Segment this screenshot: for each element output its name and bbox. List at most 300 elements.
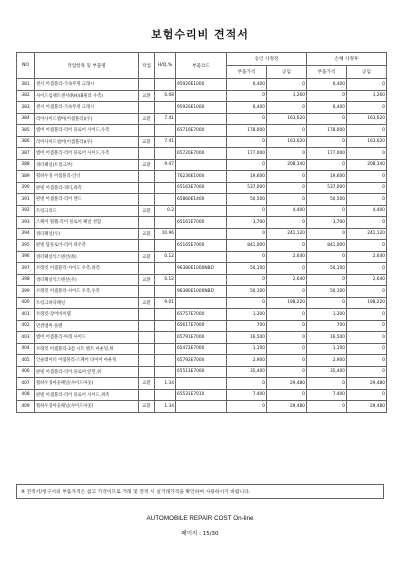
table-row <box>17 194 387 206</box>
row-insurance-part-price: 177,000 <box>227 148 267 160</box>
header-work: 작업 <box>139 53 155 79</box>
row-no: 383 <box>17 102 35 114</box>
row-insurance-part-price: 0 <box>227 251 267 263</box>
row-no: 394 <box>17 228 35 240</box>
row-item: 판넬 어셈블리-리어 엔드 <box>35 194 139 206</box>
row-work <box>139 148 155 160</box>
row-work <box>139 355 155 367</box>
table-row <box>17 205 387 217</box>
row-part-code <box>176 401 227 413</box>
row-hq: 7.41 <box>155 136 176 148</box>
row-part-code <box>176 136 227 148</box>
row-part-code: 65720E7000 <box>176 148 227 160</box>
row-damage-labor: 2,640 <box>347 274 387 286</box>
row-insurance-labor: 0 <box>267 366 307 378</box>
row-damage-part-price: 177,000 <box>307 148 347 160</box>
row-damage-part-price: 0 <box>307 159 347 171</box>
row-damage-labor: 0 <box>347 125 387 137</box>
row-insurance-labor: 208,340 <box>267 159 307 171</box>
row-part-code: 95920E1000 <box>176 102 227 114</box>
row-damage-part-price: 2,900 <box>307 355 347 367</box>
row-damage-labor: 163,620 <box>347 136 387 148</box>
row-no: 404 <box>17 343 35 355</box>
row-insurance-part-price: 3,700 <box>227 217 267 229</box>
header-no: NO <box>17 53 35 79</box>
row-insurance-labor: 0 <box>267 309 307 321</box>
row-damage-part-price: 0 <box>307 297 347 309</box>
row-work: 교환 <box>139 136 155 148</box>
row-part-code: 95920E1000 <box>176 79 227 91</box>
row-damage-labor: 0 <box>347 286 387 298</box>
table-row <box>17 228 387 240</box>
row-no: 409 <box>17 401 35 413</box>
row-item: 브래킷-장어바이랩 <box>35 309 139 321</box>
footer-title: AUTOMOBILE REPAIR COST On-line <box>146 515 254 522</box>
row-work: 교환 <box>139 274 155 286</box>
row-damage-labor: 0 <box>347 389 387 401</box>
row-insurance-part-price: 0 <box>227 90 267 102</box>
row-damage-labor: 163,620 <box>347 113 387 125</box>
row-item: 인슐레이터 어셈블리-스페어 타이어 마운팅 <box>35 355 139 367</box>
row-work <box>139 389 155 401</box>
table-row <box>17 217 387 229</box>
row-damage-labor: 0 <box>347 79 387 91</box>
row-item: 멤버 어셈블리-리어 플로어 사이드,우측 <box>35 125 139 137</box>
row-damage-part-price: 16,500 <box>307 332 347 344</box>
row-damage-labor: 0 <box>347 332 387 344</box>
header-part-code: 부품코드 <box>176 53 227 79</box>
row-item: 쿼터패널(우) <box>35 228 139 240</box>
row-damage-part-price: 0 <box>307 401 347 413</box>
row-hq <box>155 320 176 332</box>
row-no: 401 <box>17 309 35 321</box>
table-row <box>17 389 387 401</box>
row-work <box>139 194 155 206</box>
row-item: 트렁크바닥패널 <box>35 297 139 309</box>
row-damage-part-price: 0 <box>307 378 347 390</box>
row-item: 멤버 어셈블리-리어 플로어 사이드,우측 <box>35 148 139 160</box>
table-row <box>17 263 387 275</box>
row-hq <box>155 125 176 137</box>
row-part-code <box>176 205 227 217</box>
table-body <box>17 79 387 413</box>
row-insurance-part-price: 6,400 <box>227 102 267 114</box>
row-hq: 10.96 <box>155 228 176 240</box>
row-insurance-part-price: 0 <box>227 136 267 148</box>
row-insurance-labor: 0 <box>267 343 307 355</box>
row-work <box>139 332 155 344</box>
row-insurance-labor: 0 <box>267 79 307 91</box>
row-insurance-part-price: 0 <box>227 205 267 217</box>
row-damage-part-price: 0 <box>307 113 347 125</box>
row-damage-part-price: 1,100 <box>307 343 347 355</box>
row-hq <box>155 355 176 367</box>
row-damage-labor: 1,260 <box>347 90 387 102</box>
row-damage-labor: 0 <box>347 320 387 332</box>
header-hq: H/Q,% <box>155 53 176 79</box>
row-work: 교환 <box>139 401 155 413</box>
row-insurance-labor: 0 <box>267 389 307 401</box>
row-damage-part-price: 50,500 <box>307 194 347 206</box>
row-insurance-part-price: 50,100 <box>227 263 267 275</box>
row-damage-labor: 0 <box>347 171 387 183</box>
row-item: 휠하우징아웃패널(사이드아웃) <box>35 378 139 390</box>
row-damage-part-price: 50,100 <box>307 263 347 275</box>
row-part-code: 96380E1000NBD <box>176 263 227 275</box>
row-insurance-labor: 0 <box>267 125 307 137</box>
row-hq: 7.41 <box>155 113 176 125</box>
row-item: 사이드임팩트센서(RH)(B필러 우측) <box>35 90 139 102</box>
row-insurance-part-price: 6,400 <box>227 79 267 91</box>
row-hq <box>155 194 176 206</box>
row-insurance-part-price: 7,400 <box>227 389 267 401</box>
row-damage-part-price: 0 <box>307 136 347 148</box>
row-part-code <box>176 251 227 263</box>
row-work: 교환 <box>139 205 155 217</box>
row-item: 브래킷 어셈블리-사이드 우측,우측 <box>35 286 139 298</box>
row-hq <box>155 263 176 275</box>
row-part-code: 65161E7000 <box>176 217 227 229</box>
table-row <box>17 90 387 102</box>
header-labor-2: 공임 <box>347 66 387 79</box>
table-row <box>17 332 387 344</box>
row-no: 390 <box>17 182 35 194</box>
table-row <box>17 251 387 263</box>
row-no: 395 <box>17 240 35 252</box>
row-damage-labor: 0 <box>347 240 387 252</box>
row-part-code <box>176 90 227 102</box>
row-part-code <box>176 378 227 390</box>
row-item: 판넬 어셈블리-리어 플로어 앞면,위 <box>35 366 139 378</box>
table-row <box>17 378 387 390</box>
row-insurance-part-price: 700 <box>227 320 267 332</box>
row-part-code: 65791E7000 <box>176 332 227 344</box>
row-hq: 0.12 <box>155 251 176 263</box>
row-insurance-part-price: 178,000 <box>227 125 267 137</box>
table-row <box>17 102 387 114</box>
table-row <box>17 401 387 413</box>
row-work: 교환 <box>139 90 155 102</box>
row-no: 407 <box>17 378 35 390</box>
row-item: 리어사이드멤버(어셈블리)(우) <box>35 136 139 148</box>
row-part-code: 65531E7010 <box>176 389 227 401</box>
document-title: 보험수리비 견적서 <box>151 28 249 41</box>
row-hq <box>155 182 176 194</box>
row-part-code: 65757E7000 <box>176 309 227 321</box>
row-part-code <box>176 159 227 171</box>
row-work: 교환 <box>139 113 155 125</box>
row-hq: 1.34 <box>155 401 176 413</box>
row-hq <box>155 148 176 160</box>
row-damage-labor: 0 <box>347 194 387 206</box>
row-damage-labor: 198,220 <box>347 297 387 309</box>
row-damage-labor: 0 <box>347 148 387 160</box>
row-insurance-part-price: 841,000 <box>227 240 267 252</box>
row-hq <box>155 343 176 355</box>
row-insurance-labor: 0 <box>267 320 307 332</box>
row-item: 센서 어셈블리-가속무게 크래시 <box>35 79 139 91</box>
row-insurance-part-price: 16,500 <box>227 332 267 344</box>
row-insurance-labor: 4,400 <box>267 205 307 217</box>
table-row <box>17 274 387 286</box>
table-row <box>17 320 387 332</box>
table-row <box>17 343 387 355</box>
row-hq <box>155 366 176 378</box>
row-part-code <box>176 228 227 240</box>
table-row <box>17 79 387 91</box>
estimate-table <box>16 52 387 413</box>
row-hq: 9.47 <box>155 159 176 171</box>
row-damage-labor: 0 <box>347 309 387 321</box>
row-insurance-labor: 163,620 <box>267 113 307 125</box>
table-row <box>17 125 387 137</box>
row-part-code: 76230E1000 <box>176 171 227 183</box>
row-no: 387 <box>17 148 35 160</box>
row-part-code: 65163E7000 <box>176 182 227 194</box>
row-item: 센서 어셈블리-가속무게 크래시 <box>35 102 139 114</box>
row-work <box>139 343 155 355</box>
row-damage-part-price: 6,400 <box>307 79 347 91</box>
table-row <box>17 355 387 367</box>
row-hq: 9.01 <box>155 297 176 309</box>
table-row <box>17 309 387 321</box>
table-row <box>17 286 387 298</box>
table-row <box>17 297 387 309</box>
row-insurance-labor: 2,640 <box>267 274 307 286</box>
row-no: 396 <box>17 251 35 263</box>
row-item: 쿼터패널익스텐션(좌) <box>35 251 139 263</box>
row-damage-part-price: 35,400 <box>307 366 347 378</box>
row-hq <box>155 309 176 321</box>
row-work <box>139 240 155 252</box>
table-row <box>17 182 387 194</box>
row-damage-labor: 0 <box>347 102 387 114</box>
row-part-code: 65617E7000 <box>176 320 227 332</box>
row-part-code: 65472E7000 <box>176 343 227 355</box>
row-insurance-labor: 0 <box>267 240 307 252</box>
row-insurance-labor: 0 <box>267 286 307 298</box>
row-part-code: 65860E1400 <box>176 194 227 206</box>
row-part-code <box>176 297 227 309</box>
row-hq: 1.34 <box>155 378 176 390</box>
row-item: 스페어 휠웰-리어 플로어 패널 결합 <box>35 217 139 229</box>
row-no: 384 <box>17 113 35 125</box>
row-insurance-part-price: 2,900 <box>227 355 267 367</box>
row-damage-part-price: 7,400 <box>307 389 347 401</box>
row-hq: 0.2 <box>155 205 176 217</box>
row-damage-part-price: 0 <box>307 90 347 102</box>
row-part-code <box>176 274 227 286</box>
disclaimer-note: ※ 견적서/청구서의 부품가격은 참고 가격이므로 거래 및 견적 시 실거래가격을 확인하여 사용하시기 바랍니다. <box>16 484 384 499</box>
row-part-code <box>176 113 227 125</box>
row-insurance-labor: 0 <box>267 102 307 114</box>
row-work <box>139 366 155 378</box>
row-insurance-part-price: 0 <box>227 113 267 125</box>
row-item: 브래킷 어셈블리-3점 시트 벨트 마운팅,위 <box>35 343 139 355</box>
row-no: 402 <box>17 320 35 332</box>
row-item: 쿼터패널익스텐션(우) <box>35 274 139 286</box>
header-labor: 공임 <box>267 66 307 79</box>
row-insurance-labor: 0 <box>267 217 307 229</box>
row-damage-labor: 2,640 <box>347 251 387 263</box>
row-hq <box>155 217 176 229</box>
row-damage-part-price: 0 <box>307 228 347 240</box>
row-insurance-part-price: 0 <box>227 159 267 171</box>
row-insurance-part-price: 0 <box>227 228 267 240</box>
row-damage-part-price: 1,300 <box>307 309 347 321</box>
row-damage-labor: 0 <box>347 217 387 229</box>
row-damage-part-price: 0 <box>307 205 347 217</box>
row-hq <box>155 286 176 298</box>
row-item: 리어사이드멤버(어셈블리)(우) <box>35 113 139 125</box>
page-number: 페이지 : 15/30 <box>181 531 219 537</box>
row-hq <box>155 171 176 183</box>
row-part-code: 65165E7000 <box>176 240 227 252</box>
row-no: 393 <box>17 217 35 229</box>
row-damage-labor: 0 <box>347 366 387 378</box>
row-damage-part-price: 0 <box>307 274 347 286</box>
row-work <box>139 182 155 194</box>
row-no: 405 <box>17 355 35 367</box>
row-part-code: 65710E7000 <box>176 125 227 137</box>
row-hq <box>155 389 176 401</box>
row-insurance-labor: 0 <box>267 194 307 206</box>
row-damage-part-price: 841,000 <box>307 240 347 252</box>
row-work: 교환 <box>139 251 155 263</box>
row-no: 381 <box>17 79 35 91</box>
row-damage-labor: 0 <box>347 343 387 355</box>
row-item: 연결멤버-플랜 <box>35 320 139 332</box>
row-item: 판넬 탑플로어-리어 좌우측 <box>35 240 139 252</box>
row-item: 휠하우징아웃패널(사이드아웃) <box>35 401 139 413</box>
row-insurance-labor: 198,220 <box>267 297 307 309</box>
row-hq: 0.08 <box>155 90 176 102</box>
row-work <box>139 263 155 275</box>
row-hq <box>155 240 176 252</box>
row-item: 휠하우징 어셈블리-인너 <box>35 171 139 183</box>
row-damage-labor: 208,340 <box>347 159 387 171</box>
row-work <box>139 309 155 321</box>
row-no: 392 <box>17 205 35 217</box>
row-item: 판넬 어셈블리-리어 플로어 사이드,위측 <box>35 389 139 401</box>
row-damage-part-price: 178,000 <box>307 125 347 137</box>
row-damage-part-price: 3,700 <box>307 217 347 229</box>
row-hq <box>155 102 176 114</box>
row-insurance-part-price: 35,400 <box>227 366 267 378</box>
row-part-code: 65513E7000 <box>176 366 227 378</box>
row-damage-part-price: 19,600 <box>307 171 347 183</box>
row-damage-labor: 241,120 <box>347 228 387 240</box>
row-work: 교환 <box>139 378 155 390</box>
row-no: 389 <box>17 171 35 183</box>
row-insurance-part-price: 0 <box>227 297 267 309</box>
row-insurance-labor: 29,480 <box>267 401 307 413</box>
row-work <box>139 320 155 332</box>
row-hq <box>155 79 176 91</box>
row-no: 388 <box>17 159 35 171</box>
table-row <box>17 171 387 183</box>
header-damage-group: 손해 사정후 <box>307 53 387 66</box>
row-work <box>139 217 155 229</box>
row-damage-part-price: 537,000 <box>307 182 347 194</box>
row-insurance-labor: 0 <box>267 148 307 160</box>
row-item: 트렁크리드 <box>35 205 139 217</box>
row-insurance-part-price: 50,500 <box>227 194 267 206</box>
row-no: 408 <box>17 389 35 401</box>
row-work: 교환 <box>139 297 155 309</box>
table-row <box>17 113 387 125</box>
row-no: 399 <box>17 286 35 298</box>
row-item: 쿼터패널(트렁크부) <box>35 159 139 171</box>
row-item: 판넬 어셈블리-쿼터,좌측 <box>35 182 139 194</box>
row-insurance-labor: 1,260 <box>267 90 307 102</box>
row-item: 멤버 어셈블리-아래 사이드 <box>35 332 139 344</box>
row-no: 400 <box>17 297 35 309</box>
row-damage-labor: 0 <box>347 355 387 367</box>
row-insurance-labor: 241,120 <box>267 228 307 240</box>
row-insurance-labor: 0 <box>267 182 307 194</box>
row-work <box>139 79 155 91</box>
table-row <box>17 136 387 148</box>
row-insurance-labor: 0 <box>267 355 307 367</box>
row-insurance-labor: 0 <box>267 171 307 183</box>
table-row <box>17 159 387 171</box>
row-no: 385 <box>17 125 35 137</box>
row-no: 406 <box>17 366 35 378</box>
row-insurance-part-price: 1,100 <box>227 343 267 355</box>
row-work <box>139 286 155 298</box>
row-no: 391 <box>17 194 35 206</box>
row-damage-part-price: 6,400 <box>307 102 347 114</box>
row-work: 교환 <box>139 228 155 240</box>
row-insurance-labor: 0 <box>267 332 307 344</box>
row-work: 교환 <box>139 159 155 171</box>
row-damage-labor: 0 <box>347 182 387 194</box>
row-insurance-labor: 2,640 <box>267 251 307 263</box>
row-insurance-labor: 163,620 <box>267 136 307 148</box>
row-insurance-part-price: 1,300 <box>227 309 267 321</box>
row-insurance-part-price: 0 <box>227 274 267 286</box>
row-insurance-part-price: 50,100 <box>227 286 267 298</box>
row-no: 382 <box>17 90 35 102</box>
row-work <box>139 125 155 137</box>
row-insurance-labor: 0 <box>267 263 307 275</box>
row-no: 386 <box>17 136 35 148</box>
header-item: 작업항목 및 부품명 <box>35 53 139 79</box>
row-no: 397 <box>17 263 35 275</box>
header-part-price: 부품가격 <box>227 66 267 79</box>
row-insurance-part-price: 19,600 <box>227 171 267 183</box>
row-item: 브래킷 어셈블리-사이드 우측,좌측 <box>35 263 139 275</box>
row-damage-part-price: 50,100 <box>307 286 347 298</box>
row-hq: 0.12 <box>155 274 176 286</box>
row-part-code: 96380E1000NBD <box>176 286 227 298</box>
row-work <box>139 102 155 114</box>
row-part-code: 65792E7000 <box>176 355 227 367</box>
row-no: 398 <box>17 274 35 286</box>
row-insurance-labor: 29,480 <box>267 378 307 390</box>
row-damage-part-price: 700 <box>307 320 347 332</box>
header-insurance-group: 승인 사정전 <box>227 53 307 66</box>
row-work <box>139 171 155 183</box>
row-insurance-part-price: 0 <box>227 401 267 413</box>
row-insurance-part-price: 0 <box>227 378 267 390</box>
row-insurance-part-price: 537,000 <box>227 182 267 194</box>
row-damage-labor: 29,480 <box>347 378 387 390</box>
row-no: 403 <box>17 332 35 344</box>
row-damage-labor: 29,480 <box>347 401 387 413</box>
row-hq <box>155 332 176 344</box>
